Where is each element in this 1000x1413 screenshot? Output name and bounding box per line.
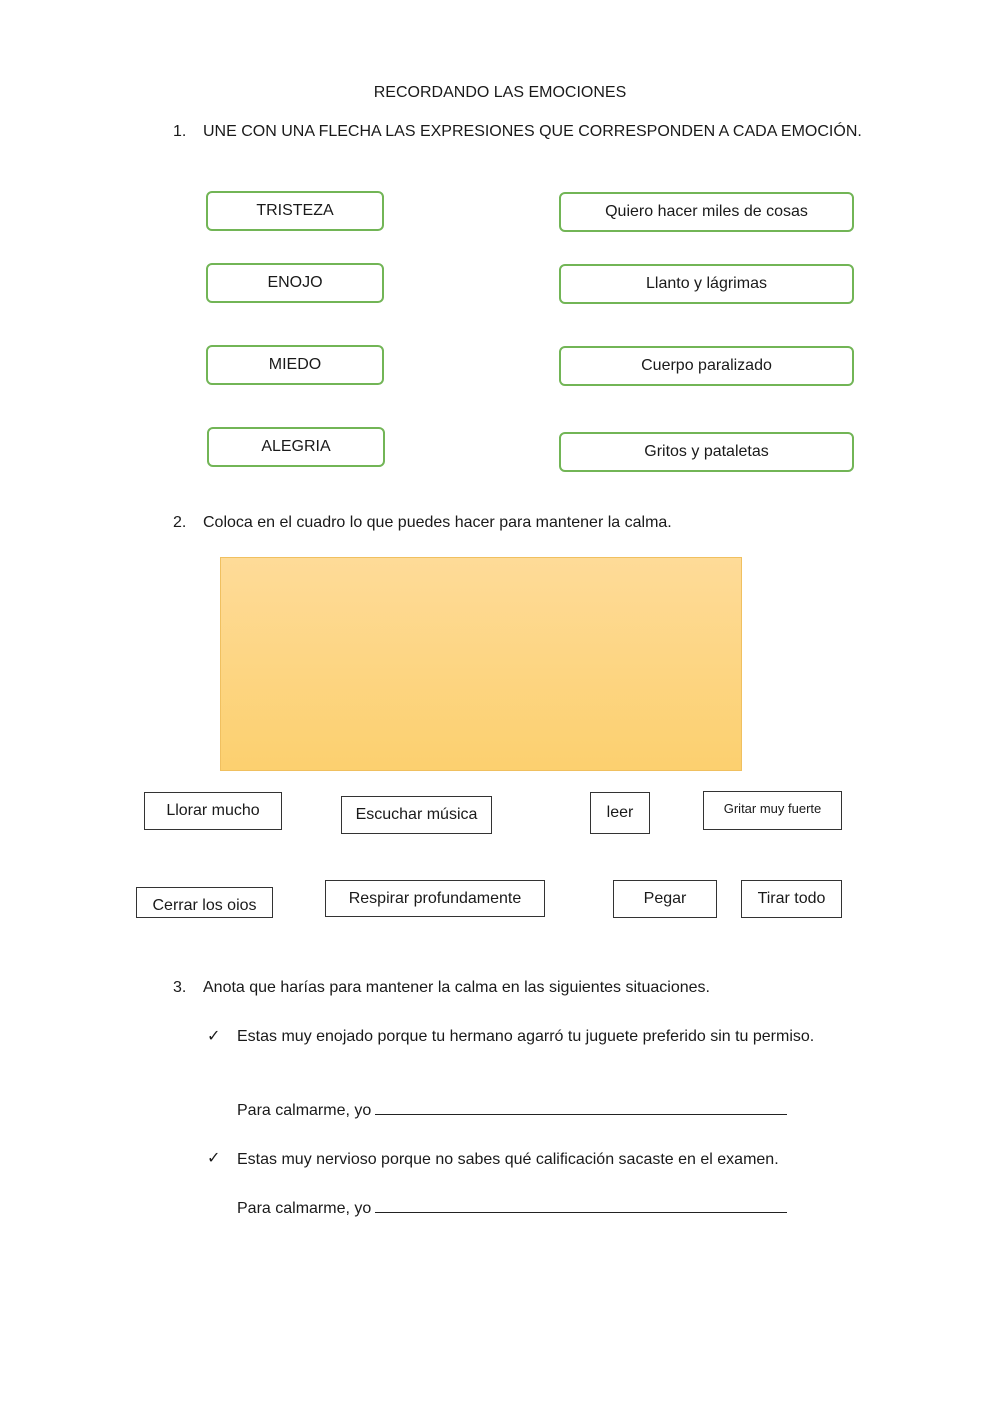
question-2-number: 2.: [173, 514, 187, 531]
expression-label: Quiero hacer miles de cosas: [605, 203, 808, 220]
expression-label: Gritos y pataletas: [644, 443, 769, 460]
expression-box-1[interactable]: [559, 192, 854, 232]
situation-1-text: Estas muy enojado porque tu hermano agarró tu juguete preferido sin tu permiso.: [237, 1028, 815, 1045]
check-icon: ✓: [207, 1028, 221, 1045]
option-cerrar-los-ojos[interactable]: [136, 887, 273, 918]
option-llorar-mucho[interactable]: [144, 792, 282, 830]
emotion-box-tristeza[interactable]: [206, 191, 384, 231]
emotion-label: ENOJO: [267, 274, 323, 291]
option-label: Respirar profundamente: [348, 889, 522, 907]
situation-2-text: Estas muy nervioso porque no sabes qué calificación sacaste en el examen.: [237, 1151, 779, 1168]
option-label: Tirar todo: [757, 890, 826, 907]
option-label: Escuchar música: [355, 806, 478, 823]
option-leer[interactable]: [590, 792, 650, 834]
question-1-text: UNE CON UNA FLECHA LAS EXPRESIONES QUE CORRESPONDEN A CADA EMOCIÓN.: [203, 123, 862, 140]
calm-drop-area[interactable]: [220, 557, 742, 771]
emotion-box-enojo[interactable]: [206, 263, 384, 303]
emotion-label: TRISTEZA: [256, 202, 334, 219]
expression-box-4[interactable]: [559, 432, 854, 472]
answer-label: Para calmarme, yo: [237, 1200, 372, 1217]
question-3-text: Anota que harías para mantener la calma en las siguientes situaciones.: [203, 979, 710, 996]
answer-blank[interactable]: [375, 1198, 787, 1213]
option-label: Llorar mucho: [166, 802, 260, 819]
option-label: Pegar: [643, 890, 687, 907]
option-label: Cerrar los oios: [152, 897, 257, 914]
option-gritar-muy-fuerte[interactable]: [703, 791, 842, 830]
answer-line-1[interactable]: [237, 1100, 787, 1120]
answer-blank[interactable]: [375, 1100, 787, 1115]
option-respirar-profundamente[interactable]: [325, 880, 545, 917]
option-label: leer: [606, 804, 634, 821]
expression-box-3[interactable]: [559, 346, 854, 386]
question-2-text: Coloca en el cuadro lo que puedes hacer para mantener la calma.: [203, 514, 672, 531]
check-icon: ✓: [207, 1150, 221, 1167]
emotion-label: MIEDO: [268, 356, 322, 373]
question-1-number: 1.: [173, 123, 187, 140]
expression-label: Llanto y lágrimas: [646, 275, 767, 292]
emotion-label: ALEGRIA: [261, 438, 331, 455]
expression-box-2[interactable]: [559, 264, 854, 304]
option-tirar-todo[interactable]: [741, 880, 842, 918]
page-title: RECORDANDO LAS EMOCIONES: [373, 84, 627, 101]
option-label: Gritar muy fuerte: [723, 801, 822, 816]
option-pegar[interactable]: [613, 880, 717, 918]
expression-label: Cuerpo paralizado: [641, 357, 772, 374]
question-3-number: 3.: [173, 979, 187, 996]
answer-label: Para calmarme, yo: [237, 1102, 372, 1119]
emotion-box-alegria[interactable]: [207, 427, 385, 467]
option-escuchar-musica[interactable]: [341, 796, 492, 834]
answer-line-2[interactable]: [237, 1198, 787, 1218]
emotion-box-miedo[interactable]: [206, 345, 384, 385]
